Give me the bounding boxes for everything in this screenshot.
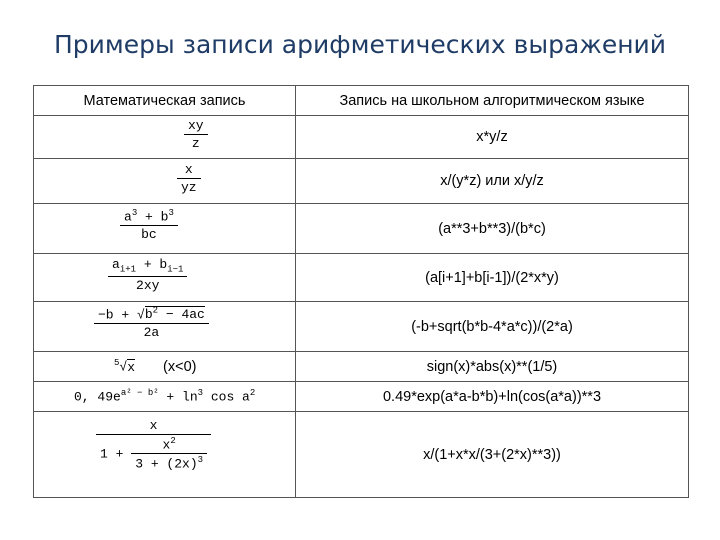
table-row <box>34 254 689 302</box>
math-cell <box>34 204 296 254</box>
fraction-numerator: x <box>184 162 193 177</box>
math-cell <box>34 382 296 412</box>
exponent: 2 <box>152 306 159 316</box>
code-cell: (a**3+b**3)/(b*c) <box>296 204 689 254</box>
page-title: Примеры записи арифметических выражений <box>53 30 667 59</box>
exponent: 2 <box>170 436 176 446</box>
table-row <box>34 382 689 412</box>
math-cell <box>34 159 296 204</box>
table-row <box>34 116 689 159</box>
math-cell <box>34 352 296 382</box>
table-row <box>34 412 689 498</box>
math-term: + b <box>137 209 169 225</box>
code-cell: 0.49*exp(a*a-b*b)+ln(cos(a*a))**3 <box>296 382 689 412</box>
exponent: 3 <box>131 208 138 218</box>
code-cell: (a[i+1]+b[i-1])/(2*x*y) <box>296 254 689 302</box>
header-math: Математическая запись <box>34 86 296 116</box>
exponent: a² − b² <box>120 388 159 399</box>
math-term: x <box>162 437 171 453</box>
math-term: 0, 49e <box>74 389 121 405</box>
table-row <box>34 302 689 352</box>
math-cell <box>34 254 296 302</box>
code-cell: x/(1+x*x/(3+(2*x)**3)) <box>296 412 689 498</box>
fraction-denominator: yz <box>177 178 201 195</box>
math-term: 3 + (2x) <box>135 456 198 472</box>
math-cell <box>34 116 296 159</box>
math-term: x <box>127 359 136 375</box>
exponent: 3 <box>197 455 204 466</box>
exponent: 2 <box>249 388 256 399</box>
header-code: Запись на школьном алгоритмическом языке <box>296 86 689 116</box>
code-cell: (-b+sqrt(b*b-4*a*c))/(2*a) <box>296 302 689 352</box>
math-term: a <box>124 209 132 225</box>
sqrt-icon: √ <box>119 359 128 375</box>
math-term: a <box>112 257 120 272</box>
fraction-denominator: 2a <box>94 323 209 340</box>
table-row <box>34 159 689 204</box>
subscript: i−1 <box>167 264 184 275</box>
math-cell <box>34 412 296 498</box>
subscript: i+1 <box>119 264 137 275</box>
table-row <box>34 352 689 382</box>
fraction-numerator: xy <box>188 118 204 133</box>
fraction-denominator: bc <box>120 225 178 242</box>
table-header-row <box>34 86 689 116</box>
code-cell: sign(x)*abs(x)**(1/5) <box>296 352 689 382</box>
root-index: 5 <box>114 358 120 369</box>
math-term: −b + <box>98 307 138 323</box>
math-term: − 4ac <box>158 307 205 323</box>
fraction-numerator: x <box>149 418 158 433</box>
code-cell: x*y/z <box>296 116 689 159</box>
math-term: cos a <box>203 389 250 405</box>
condition-text: (x<0) <box>163 358 197 375</box>
math-cell <box>34 302 296 352</box>
math-term: + ln <box>158 389 198 405</box>
fraction-denominator: z <box>184 134 208 151</box>
exponent: 3 <box>197 388 204 399</box>
math-term: + b <box>136 257 168 272</box>
table-row <box>34 204 689 254</box>
code-cell: x/(y*z) или x/y/z <box>296 159 689 204</box>
expressions-table <box>33 85 689 498</box>
math-term: 1 + <box>100 446 132 462</box>
exponent: 3 <box>168 208 174 218</box>
fraction-denominator: 2xy <box>108 276 187 293</box>
sqrt-icon: √ <box>137 307 145 323</box>
math-term: b <box>144 307 153 323</box>
